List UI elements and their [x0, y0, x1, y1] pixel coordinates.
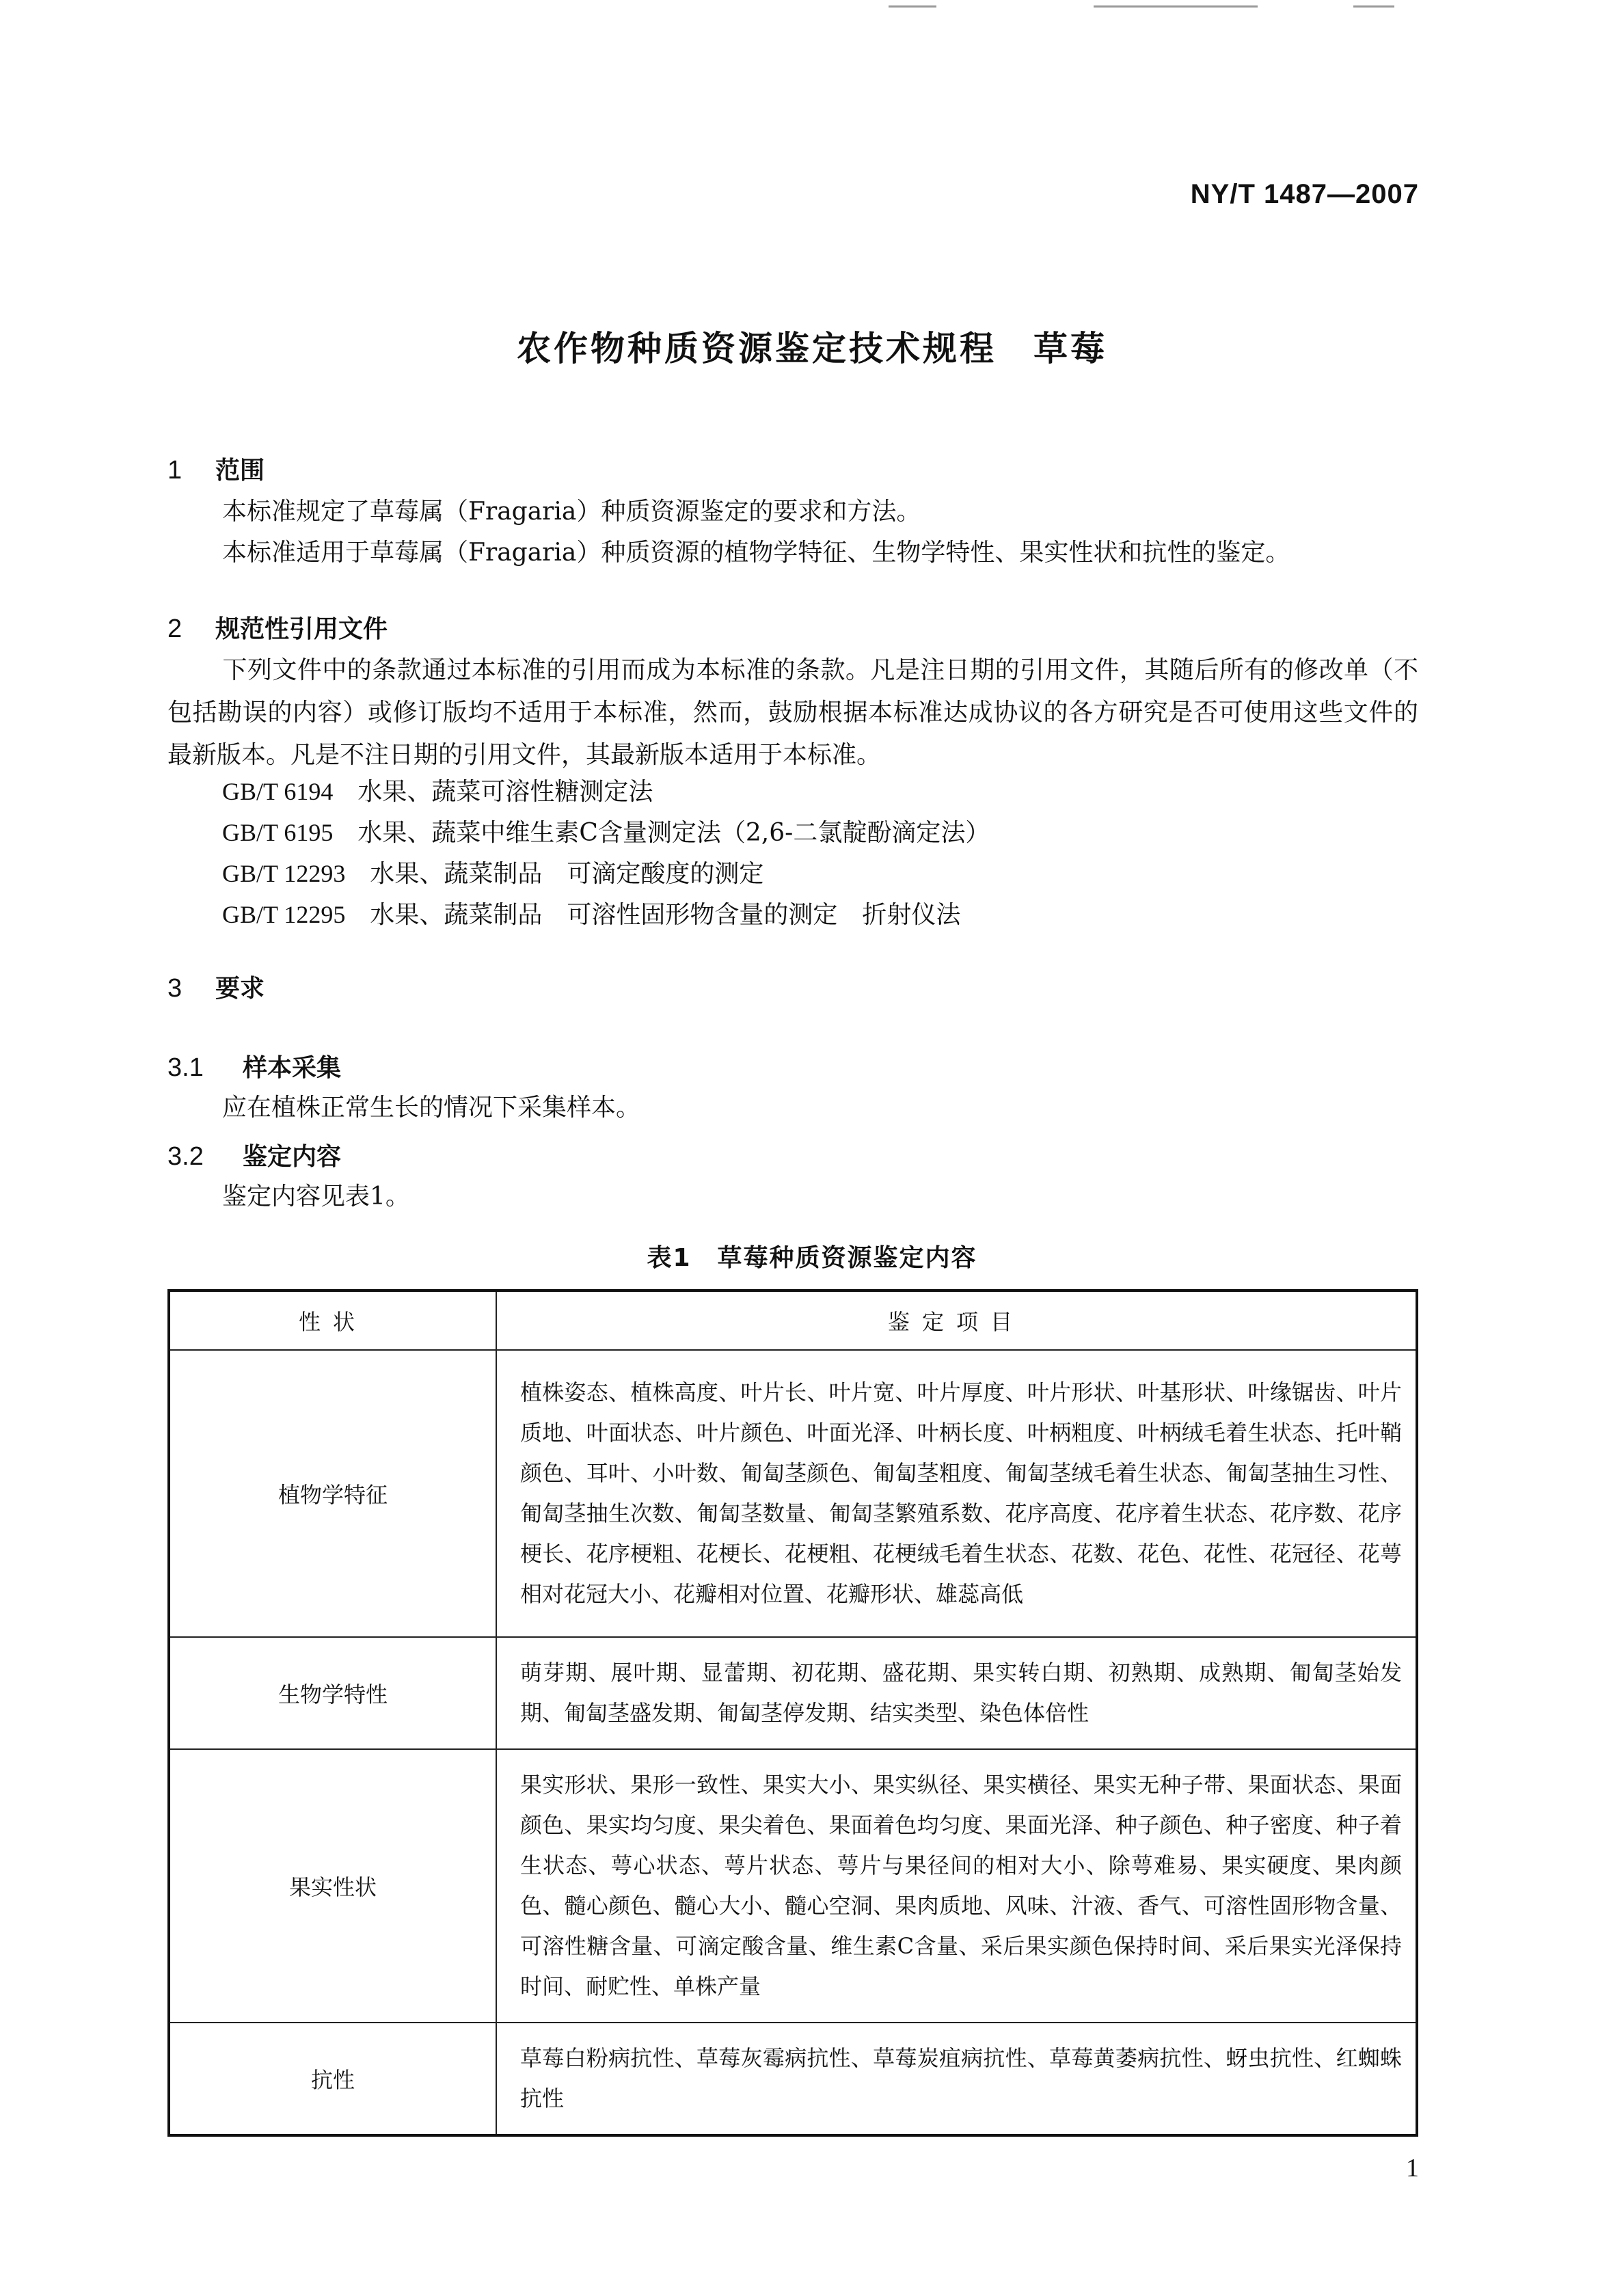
section-1-heading — [167, 451, 265, 486]
reference-item — [222, 772, 653, 807]
subsection-3-1-heading — [167, 1049, 341, 1083]
reference-item — [222, 854, 763, 889]
subsection-title: 鉴定内容 — [243, 1143, 342, 1171]
reference-title: 水果、蔬菜制品 可溶性固形物含量的测定 折射仪法 — [370, 901, 961, 929]
subsection-3-2-heading — [167, 1137, 341, 1172]
column-header-trait: 性状 — [169, 1291, 496, 1350]
reference-item — [222, 895, 960, 930]
section-3-heading — [167, 969, 265, 1004]
items-cell: 草莓白粉病抗性、草莓灰霉病抗性、草莓炭疽病抗性、草莓黄萎病抗性、蚜虫抗性、红蜘蛛抗性 — [496, 2023, 1417, 2135]
subsection-number: 3.2 — [167, 1142, 204, 1171]
paragraph: 本标准适用于草莓属（Fragaria）种质资源的植物学特征、生物学特性、果实性状和抗性的鉴定。 — [222, 539, 1290, 567]
paragraph: 下列文件中的条款通过本标准的引用而成为本标准的条款。凡是注日期的引用文件，其随后所有的修改单（不包括勘误的内容）或修订版均不适用于本标准，然而，鼓励根据本标准达成协议的各方研究是否可使用这些文件的最新版本。凡是不注日期的引用文件，其最新版本适用于本标准。 — [167, 656, 1418, 769]
items-cell: 萌芽期、展叶期、显蕾期、初花期、盛花期、果实转白期、初熟期、成熟期、匍匐茎始发期、匍匐茎盛发期、匍匐茎停发期、结实类型、染色体倍性 — [496, 1637, 1417, 1749]
reference-code: GB/T 6194 — [222, 778, 334, 805]
section-title: 规范性引用文件 — [215, 615, 388, 643]
section-number: 1 — [167, 456, 182, 485]
items-cell: 果实形状、果形一致性、果实大小、果实纵径、果实横径、果实无种子带、果面状态、果面颜色、果实均匀度、果尖着色、果面着色均匀度、果面光泽、种子颜色、种子密度、种子着生状态、萼心状态、萼片状态、萼片与果径间的相对大小、除萼难易、果实硬度、果肉颜色、髓心颜色、髓心大小、髓心空洞、果肉质地、风味、汁液、香气、可溶性固形物含量、可溶性糖含量、可滴定酸含量、维生素C含量、采后果实颜色保持时间、采后果实光泽保持时间、耐贮性、单株产量 — [496, 1749, 1417, 2023]
reference-title: 水果、蔬菜制品 可滴定酸度的测定 — [370, 860, 764, 888]
column-header-items: 鉴定项目 — [496, 1291, 1417, 1350]
section-number: 2 — [167, 614, 182, 643]
trait-cell: 果实性状 — [169, 1749, 496, 2023]
section-number: 3 — [167, 974, 182, 1003]
reference-item — [222, 813, 990, 848]
table-row — [169, 1749, 1417, 2023]
trait-cell: 生物学特性 — [169, 1637, 496, 1749]
table-title: 表1 草莓种质资源鉴定内容 — [647, 1244, 977, 1272]
reference-code: GB/T 12295 — [222, 901, 346, 928]
scan-marks — [889, 5, 1435, 10]
table-row — [169, 2023, 1417, 2135]
table-header-row — [169, 1291, 1417, 1350]
section-title: 要求 — [215, 975, 265, 1003]
table-row — [169, 1350, 1417, 1637]
paragraph: 本标准规定了草莓属（Fragaria）种质资源鉴定的要求和方法。 — [222, 498, 921, 526]
items-cell: 植株姿态、植株高度、叶片长、叶片宽、叶片厚度、叶片形状、叶基形状、叶缘锯齿、叶片质地、叶面状态、叶片颜色、叶面光泽、叶柄长度、叶柄粗度、叶柄绒毛着生状态、托叶鞘颜色、耳叶、小叶数、匍匐茎颜色、匍匐茎粗度、匍匐茎绒毛着生状态、匍匐茎抽生习性、匍匐茎抽生次数、匍匐茎数量、匍匐茎繁殖系数、花序高度、花序着生状态、花序数、花序梗长、花序梗粗、花梗长、花梗粗、花梗绒毛着生状态、花数、花色、花性、花冠径、花萼相对花冠大小、花瓣相对位置、花瓣形状、雄蕊高低 — [496, 1350, 1417, 1637]
trait-cell: 抗性 — [169, 2023, 496, 2135]
paragraph: 应在植株正常生长的情况下采集样本。 — [222, 1094, 641, 1122]
trait-cell: 植物学特征 — [169, 1350, 496, 1637]
subsection-number: 3.1 — [167, 1053, 204, 1082]
page-number: 1 — [1406, 2154, 1419, 2183]
reference-code: GB/T 12293 — [222, 860, 346, 887]
subsection-title: 样本采集 — [243, 1054, 342, 1082]
section-title: 范围 — [215, 457, 265, 485]
document-title: 农作物种质资源鉴定技术规程 草莓 — [517, 329, 1107, 368]
standard-number: NY/T 1487—2007 — [1190, 179, 1419, 209]
reference-code: GB/T 6195 — [222, 819, 334, 846]
table-row — [169, 1637, 1417, 1749]
section-2-heading — [167, 610, 388, 645]
reference-title: 水果、蔬菜中维生素C含量测定法（2,6-二氯靛酚滴定法） — [357, 819, 990, 847]
reference-title: 水果、蔬菜可溶性糖测定法 — [357, 778, 653, 806]
identification-table — [167, 1289, 1418, 2137]
paragraph: 鉴定内容见表1。 — [222, 1183, 410, 1211]
